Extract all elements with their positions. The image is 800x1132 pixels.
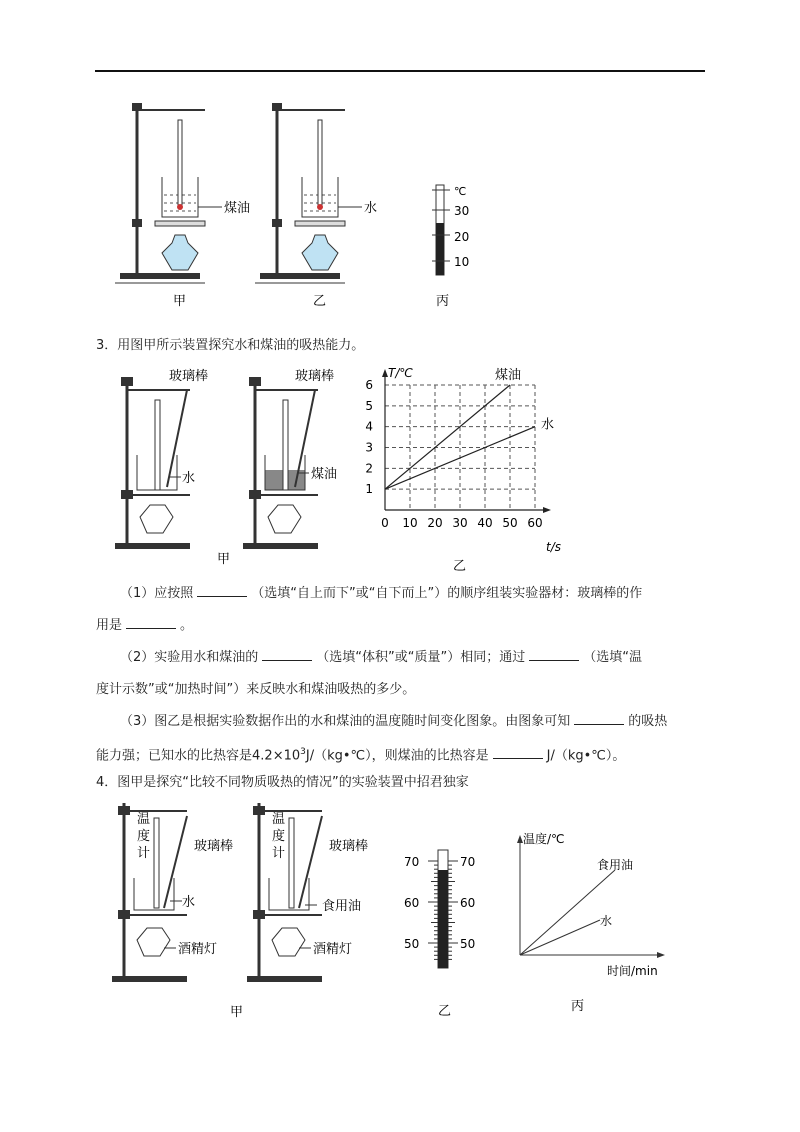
- q4-thermo-label-1: 温度计: [137, 812, 151, 861]
- q4-thermo-label-2: 温度计: [272, 812, 286, 861]
- thermo-tick-30: 30: [454, 204, 470, 218]
- q3-p3-line2: [96, 742, 625, 766]
- chart-axes: [382, 369, 551, 513]
- series-label-0: 煤油: [495, 368, 522, 383]
- apparatus-1: [115, 103, 222, 283]
- q4-rod-label-1: 玻璃棒: [194, 839, 234, 854]
- q4-graph-xlabel: 时间/min: [607, 964, 658, 978]
- q3-p1-line2: [96, 616, 193, 636]
- q3-p2-text-a: （2）实验用水和煤油的: [120, 650, 259, 665]
- x-tick-40: 40: [477, 516, 493, 530]
- x-tick-60: 60: [527, 516, 543, 530]
- thermo-unit: ℃: [454, 185, 467, 198]
- q3-p3-text-c: 能力强；已知水的比热容是: [96, 748, 253, 764]
- q3-p3-line1: [120, 712, 667, 732]
- y-tick-6: 6: [365, 378, 373, 392]
- q3-p3-text-d: 4.2×10: [252, 748, 301, 764]
- q4-lamp-label-1: 酒精灯: [178, 942, 218, 957]
- q3-p2-line1: [120, 648, 642, 668]
- q4-thermometer: [398, 840, 488, 1020]
- q3-rod-label-2: 玻璃棒: [295, 369, 335, 384]
- series-line-0: [385, 385, 510, 489]
- q3-p2-blank-1[interactable]: [262, 648, 312, 661]
- liquid-label-kerosene: 煤油: [224, 201, 251, 216]
- q3-p1-text-b: （选填“自上而下”或“自下而上”）的顺序组装实验器材：玻璃棒的作: [251, 586, 643, 601]
- top-figure: [110, 95, 490, 310]
- caption-jia: 甲: [173, 294, 187, 309]
- q4-liquid-label-oil: 食用油: [322, 899, 362, 914]
- y-tick-1: 1: [365, 482, 373, 497]
- chart-tick-labels: [365, 378, 542, 530]
- x-tick-10: 10: [402, 516, 418, 530]
- q4-thermo-tick-60-right: 60: [460, 896, 476, 910]
- x-axis-arrow: [543, 507, 551, 513]
- q3-rod-label-1: 玻璃棒: [169, 369, 209, 384]
- q3-p1-blank-2[interactable]: [126, 616, 176, 629]
- x-tick-20: 20: [427, 516, 443, 530]
- x-tick-30: 30: [452, 516, 468, 530]
- q3-p3-sup: 3: [300, 747, 306, 757]
- q4-thermo-tick-70-right: 70: [460, 855, 476, 869]
- q4-lamp-label-2: 酒精灯: [313, 942, 353, 957]
- q4-thermo-tick-50-left: 50: [404, 937, 420, 951]
- q4-graph-line-water: [520, 920, 600, 955]
- q3-caption-yi: 乙: [453, 559, 467, 574]
- q4-liquid-label-water: 水: [182, 895, 196, 910]
- chart-xlabel: t/s: [546, 540, 561, 554]
- q3-chart: [340, 365, 580, 575]
- q3-p1-text-c: 用是: [96, 618, 123, 633]
- q3-p3-text-e: J/（kg•℃），则煤油的比热容是: [305, 748, 489, 764]
- q3-liquid-label-kerosene: 煤油: [311, 467, 338, 482]
- q4-graph-series-water: 水: [600, 914, 613, 928]
- q3-liquid-label-water: 水: [182, 471, 196, 486]
- q4-graph-line-oil: [520, 870, 615, 955]
- caption-yi: 乙: [313, 294, 327, 309]
- q4-thermo-tick-70-left: 70: [404, 855, 420, 869]
- q3-p1-line1: [120, 584, 642, 604]
- y-tick-5: 5: [365, 398, 373, 413]
- q3-apparatus-figure: [115, 365, 370, 570]
- q4-thermo-tick-50-right: 50: [460, 937, 476, 951]
- thermo-tick-10: 10: [454, 255, 470, 269]
- q3-p2-blank-2[interactable]: [529, 648, 579, 661]
- caption-bing: 丙: [436, 294, 450, 309]
- q4-graph-ylabel: 温度/℃: [523, 832, 565, 846]
- q4-title: 4．图甲是探究“比较不同物质吸热的情况”的实验装置中招君独家: [96, 775, 469, 790]
- apparatus-2: [255, 103, 362, 283]
- q4-caption-bing: 丙: [571, 999, 585, 1014]
- q3-p3-blank-2[interactable]: [493, 746, 543, 759]
- y-tick-3: 3: [365, 440, 373, 455]
- q3-p2-text-c: （选填“温: [583, 650, 642, 665]
- y-tick-2: 2: [365, 461, 373, 476]
- q3-p2-line2: 度计示数”或“加热时间”）来反映水和煤油吸热的多少。: [96, 682, 416, 697]
- header-rule: [95, 70, 705, 72]
- q4-graph: [505, 825, 680, 1020]
- q4-caption-yi: 乙: [438, 1004, 452, 1019]
- series-label-1: 水: [541, 417, 555, 433]
- q3-caption-jia: 甲: [217, 552, 231, 567]
- q3-title: 3．用图甲所示装置探究水和煤油的吸热能力。: [96, 338, 365, 353]
- thermo-tick-20: 20: [454, 230, 470, 244]
- x-tick-50: 50: [502, 516, 518, 530]
- y-tick-4: 4: [365, 419, 373, 434]
- q3-p1-text-a: （1）应按照: [120, 586, 194, 601]
- q4-thermo-tick-60-left: 60: [404, 896, 420, 910]
- thermometer-scale: [432, 185, 450, 275]
- chart-ylabel: T/℃: [388, 366, 413, 380]
- q4-apparatus-figure: [112, 798, 402, 1028]
- q3-p3-text-b: 的吸热: [628, 714, 668, 729]
- chart-grid: [385, 385, 535, 510]
- q3-p1-text-d: 。: [180, 618, 194, 633]
- q3-p3-text-a: （3）图乙是根据实验数据作出的水和煤油的温度随时间变化图象。由图象可知: [120, 714, 571, 729]
- q4-rod-label-2: 玻璃棒: [329, 839, 369, 854]
- q4-caption-jia: 甲: [230, 1005, 244, 1020]
- q3-p3-blank-1[interactable]: [574, 712, 624, 725]
- q4-graph-series-oil: 食用油: [597, 858, 634, 872]
- q3-apparatus-water: [115, 377, 190, 549]
- q3-p3-text-f: J/（kg•℃）。: [546, 748, 626, 764]
- liquid-label-water: 水: [364, 201, 378, 216]
- q3-apparatus-kerosene: [243, 377, 318, 549]
- q3-p2-text-b: （选填“体积”或“质量”）相同；通过: [316, 650, 526, 665]
- x-tick-0: 0: [381, 516, 389, 530]
- q3-p1-blank-1[interactable]: [197, 584, 247, 597]
